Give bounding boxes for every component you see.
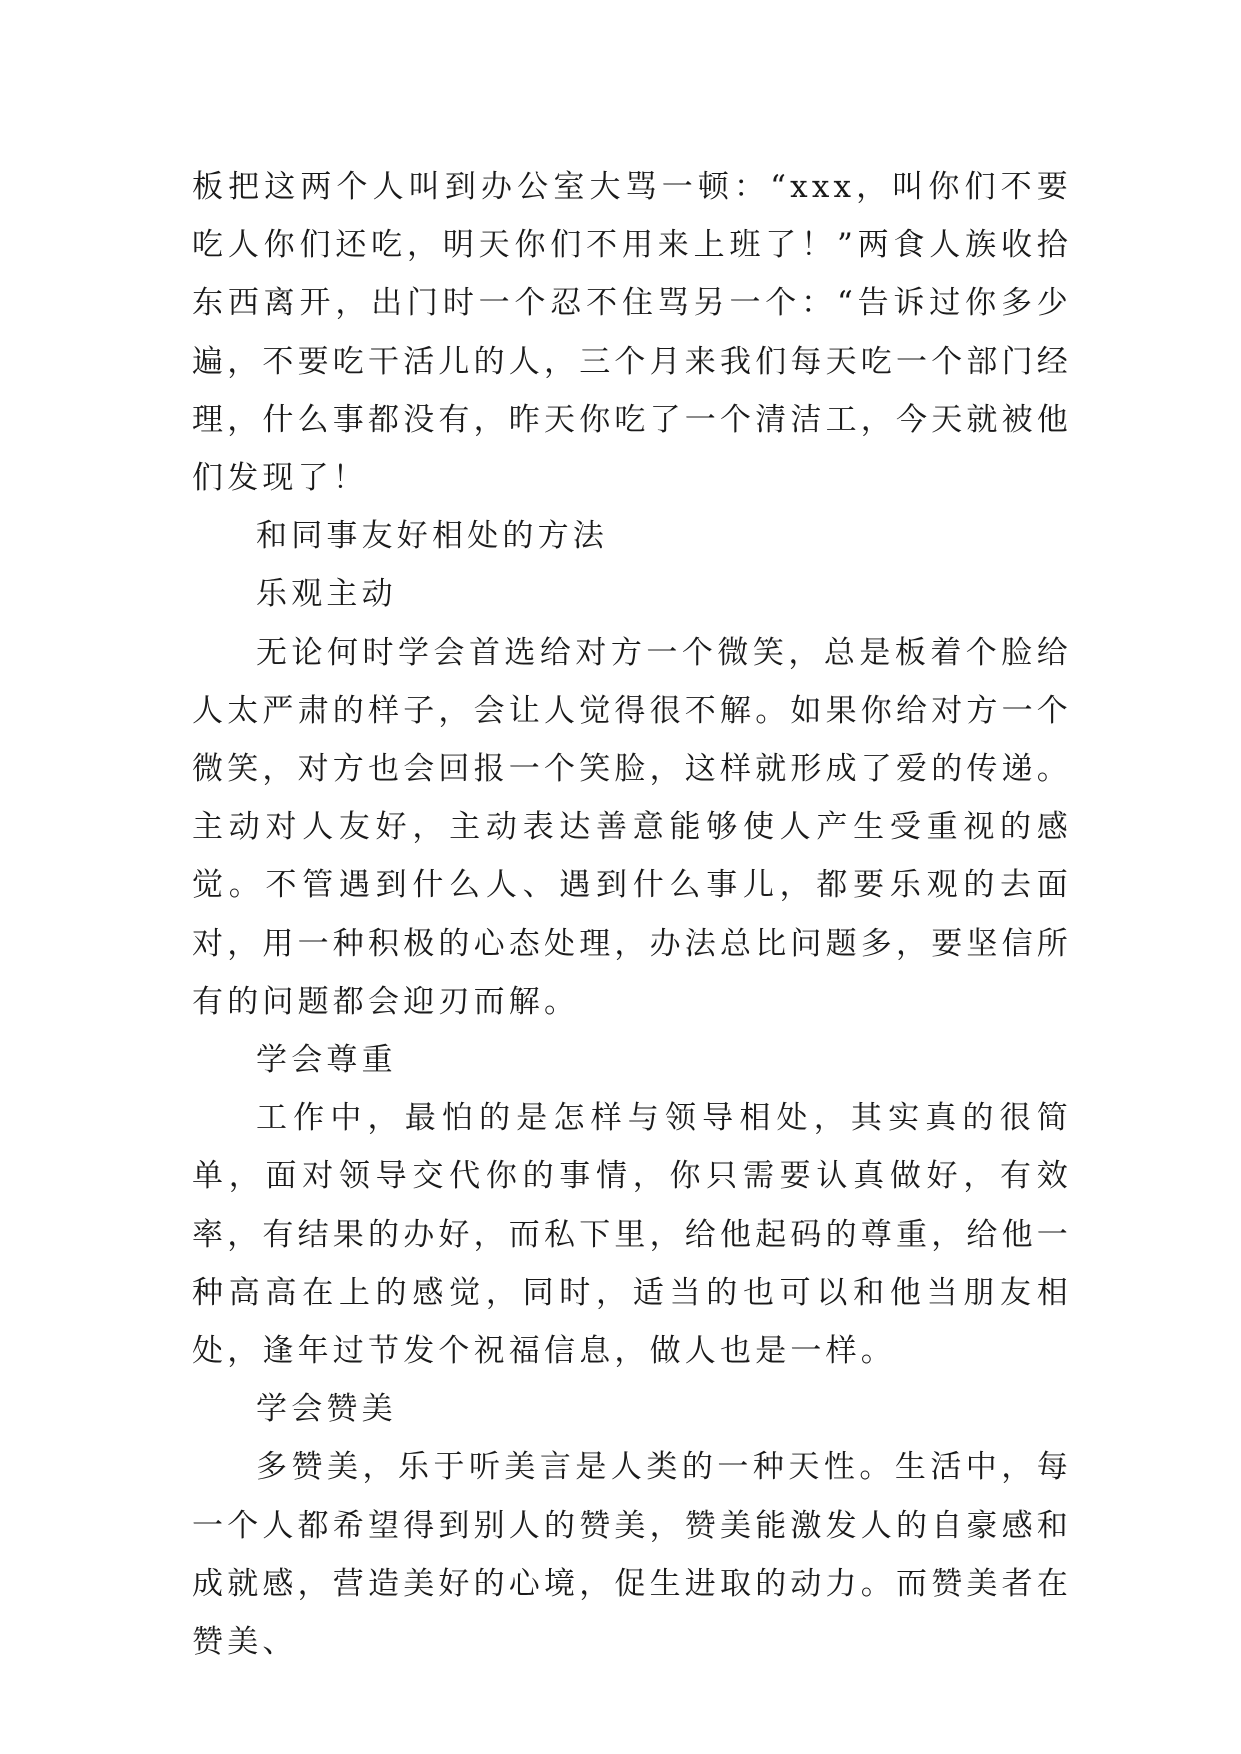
body-paragraph: 多赞美，乐于听美言是人类的一种天性。生活中，每一个人都希望得到别人的赞美，赞美能激发人的自豪感和成就感，营造美好的心境，促生进取的动力。而赞美者在赞美、 — [192, 1449, 1072, 1661]
subsection-heading: 学会赞美 — [256, 1391, 397, 1428]
document-body — [192, 158, 1072, 1671]
body-paragraph: 工作中，最怕的是怎样与领导相处，其实真的很简单，面对领导交代你的事情，你只需要认真做好，有效率，有结果的办好，而私下里，给他起码的尊重，给他一种高高在上的感觉，同时，适当的也可以和他当朋友相处，逢年过节发个祝福信息，做人也是一样。 — [192, 1100, 1072, 1370]
body-paragraph: 板把这两个人叫到办公室大骂一顿：“xxx，叫你们不要吃人你们还吃，明天你们不用来上班了！”两食人族收拾东西离开，出门时一个忍不住骂另一个：“告诉过你多少遍，不要吃干活儿的人，三个月来我们每天吃一个部门经理，什么事都没有，昨天你吃了一个清洁工，今天就被他们发现了！ — [192, 169, 1072, 497]
body-paragraph: 无论何时学会首选给对方一个微笑，总是板着个脸给人太严肃的样子，会让人觉得很不解。如果你给对方一个微笑，对方也会回报一个笑脸，这样就形成了爱的传递。主动对人友好，主动表达善意能够使人产生受重视的感觉。不管遇到什么人、遇到什么事儿，都要乐观的去面对，用一种积极的心态处理，办法总比问题多，要坚信所有的问题都会迎刃而解。 — [192, 634, 1072, 1020]
section-heading: 和同事友好相处的方法 — [256, 518, 608, 555]
subsection-heading: 学会尊重 — [256, 1042, 397, 1079]
subsection-heading: 乐观主动 — [256, 576, 397, 613]
